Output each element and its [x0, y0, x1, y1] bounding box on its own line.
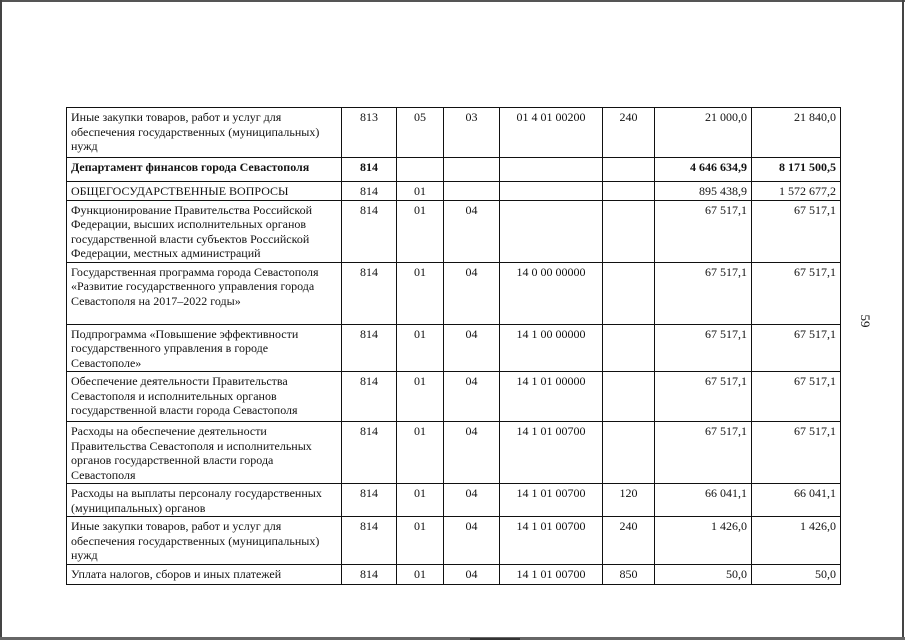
row-target-article: 14 1 01 00700 — [500, 517, 603, 565]
row-subsection-code: 04 — [444, 517, 500, 565]
row-name: Иные закупки товаров, работ и услуг для обеспечения государственных (муниципальных) нужд — [67, 517, 342, 565]
row-expense-type — [603, 422, 655, 484]
row-amount-year2: 66 041,1 — [752, 484, 841, 517]
row-name: Государственная программа города Севастополя «Развитие государственного управления города Севастополя на 2017–2022 годы» — [67, 262, 342, 324]
row-expense-type — [603, 372, 655, 422]
row-amount-year2: 1 426,0 — [752, 517, 841, 565]
row-amount-year1: 67 517,1 — [655, 372, 752, 422]
row-target-article — [500, 158, 603, 182]
row-amount-year2: 67 517,1 — [752, 324, 841, 372]
table-row — [67, 372, 841, 422]
row-expense-type: 240 — [603, 517, 655, 565]
row-subsection-code: 04 — [444, 422, 500, 484]
row-expense-type — [603, 324, 655, 372]
page-number: 59 — [858, 314, 873, 328]
row-amount-year2: 50,0 — [752, 564, 841, 584]
row-subsection-code: 04 — [444, 564, 500, 584]
scan-border-top — [0, 0, 905, 2]
table-row — [67, 517, 841, 565]
row-section-code: 01 — [397, 422, 444, 484]
row-expense-type — [603, 182, 655, 201]
row-target-article — [500, 182, 603, 201]
row-expense-type — [603, 158, 655, 182]
table-row — [67, 108, 841, 158]
budget-table-body — [67, 108, 841, 585]
table-row — [67, 158, 841, 182]
row-section-code: 01 — [397, 200, 444, 262]
scan-border-right — [902, 0, 904, 640]
row-ved-code: 814 — [342, 182, 397, 201]
row-expense-type — [603, 262, 655, 324]
row-amount-year1: 21 000,0 — [655, 108, 752, 158]
row-ved-code: 814 — [342, 158, 397, 182]
row-ved-code: 814 — [342, 200, 397, 262]
row-amount-year1: 67 517,1 — [655, 200, 752, 262]
row-target-article: 14 1 01 00700 — [500, 422, 603, 484]
row-ved-code: 813 — [342, 108, 397, 158]
row-name: Иные закупки товаров, работ и услуг для обеспечения государственных (муниципальных) нужд — [67, 108, 342, 158]
table-row — [67, 422, 841, 484]
row-ved-code: 814 — [342, 262, 397, 324]
row-section-code: 01 — [397, 262, 444, 324]
table-row — [67, 262, 841, 324]
row-section-code: 05 — [397, 108, 444, 158]
row-name: Функционирование Правительства Российской Федерации, высших исполнительных органов государственной власти субъектов Российской Федерации, местных администраций — [67, 200, 342, 262]
row-target-article — [500, 200, 603, 262]
row-amount-year1: 67 517,1 — [655, 422, 752, 484]
row-subsection-code — [444, 182, 500, 201]
row-expense-type: 240 — [603, 108, 655, 158]
row-target-article: 01 4 01 00200 — [500, 108, 603, 158]
row-target-article: 14 1 01 00000 — [500, 372, 603, 422]
table-row — [67, 564, 841, 584]
row-subsection-code: 04 — [444, 372, 500, 422]
row-subsection-code: 04 — [444, 200, 500, 262]
row-ved-code: 814 — [342, 517, 397, 565]
row-section-code — [397, 158, 444, 182]
row-amount-year1: 66 041,1 — [655, 484, 752, 517]
row-amount-year2: 67 517,1 — [752, 200, 841, 262]
budget-table — [66, 107, 841, 585]
row-subsection-code: 03 — [444, 108, 500, 158]
row-ved-code: 814 — [342, 324, 397, 372]
row-subsection-code: 04 — [444, 484, 500, 517]
row-ved-code: 814 — [342, 484, 397, 517]
row-amount-year1: 4 646 634,9 — [655, 158, 752, 182]
row-target-article: 14 1 01 00700 — [500, 484, 603, 517]
row-ved-code: 814 — [342, 372, 397, 422]
row-amount-year1: 1 426,0 — [655, 517, 752, 565]
row-name: ОБЩЕГОСУДАРСТВЕННЫЕ ВОПРОСЫ — [67, 182, 342, 201]
row-amount-year1: 67 517,1 — [655, 324, 752, 372]
row-amount-year2: 8 171 500,5 — [752, 158, 841, 182]
row-section-code: 01 — [397, 324, 444, 372]
row-amount-year1: 50,0 — [655, 564, 752, 584]
row-target-article: 14 1 01 00700 — [500, 564, 603, 584]
table-row — [67, 182, 841, 201]
row-ved-code: 814 — [342, 422, 397, 484]
row-amount-year2: 67 517,1 — [752, 372, 841, 422]
row-name: Обеспечение деятельности Правительства Севастополя и исполнительных органов государственной власти города Севастополя — [67, 372, 342, 422]
table-row — [67, 484, 841, 517]
row-subsection-code — [444, 158, 500, 182]
row-name: Расходы на выплаты персоналу государственных (муниципальных) органов — [67, 484, 342, 517]
row-section-code: 01 — [397, 484, 444, 517]
row-section-code: 01 — [397, 564, 444, 584]
row-section-code: 01 — [397, 517, 444, 565]
row-expense-type: 850 — [603, 564, 655, 584]
row-expense-type — [603, 200, 655, 262]
row-name: Уплата налогов, сборов и иных платежей — [67, 564, 342, 584]
row-target-article: 14 0 00 00000 — [500, 262, 603, 324]
row-amount-year2: 67 517,1 — [752, 262, 841, 324]
row-target-article: 14 1 00 00000 — [500, 324, 603, 372]
row-amount-year1: 67 517,1 — [655, 262, 752, 324]
table-row — [67, 324, 841, 372]
row-amount-year2: 67 517,1 — [752, 422, 841, 484]
row-ved-code: 814 — [342, 564, 397, 584]
row-amount-year2: 21 840,0 — [752, 108, 841, 158]
row-subsection-code: 04 — [444, 324, 500, 372]
row-name: Департамент финансов города Севастополя — [67, 158, 342, 182]
row-section-code: 01 — [397, 182, 444, 201]
table-row — [67, 200, 841, 262]
row-section-code: 01 — [397, 372, 444, 422]
row-name: Расходы на обеспечение деятельности Правительства Севастополя и исполнительных органов государственной власти города Севастополя — [67, 422, 342, 484]
scan-border-left — [0, 0, 2, 640]
row-subsection-code: 04 — [444, 262, 500, 324]
row-name: Подпрограмма «Повышение эффективности государственного управления в городе Севастополе» — [67, 324, 342, 372]
row-expense-type: 120 — [603, 484, 655, 517]
row-amount-year2: 1 572 677,2 — [752, 182, 841, 201]
row-amount-year1: 895 438,9 — [655, 182, 752, 201]
